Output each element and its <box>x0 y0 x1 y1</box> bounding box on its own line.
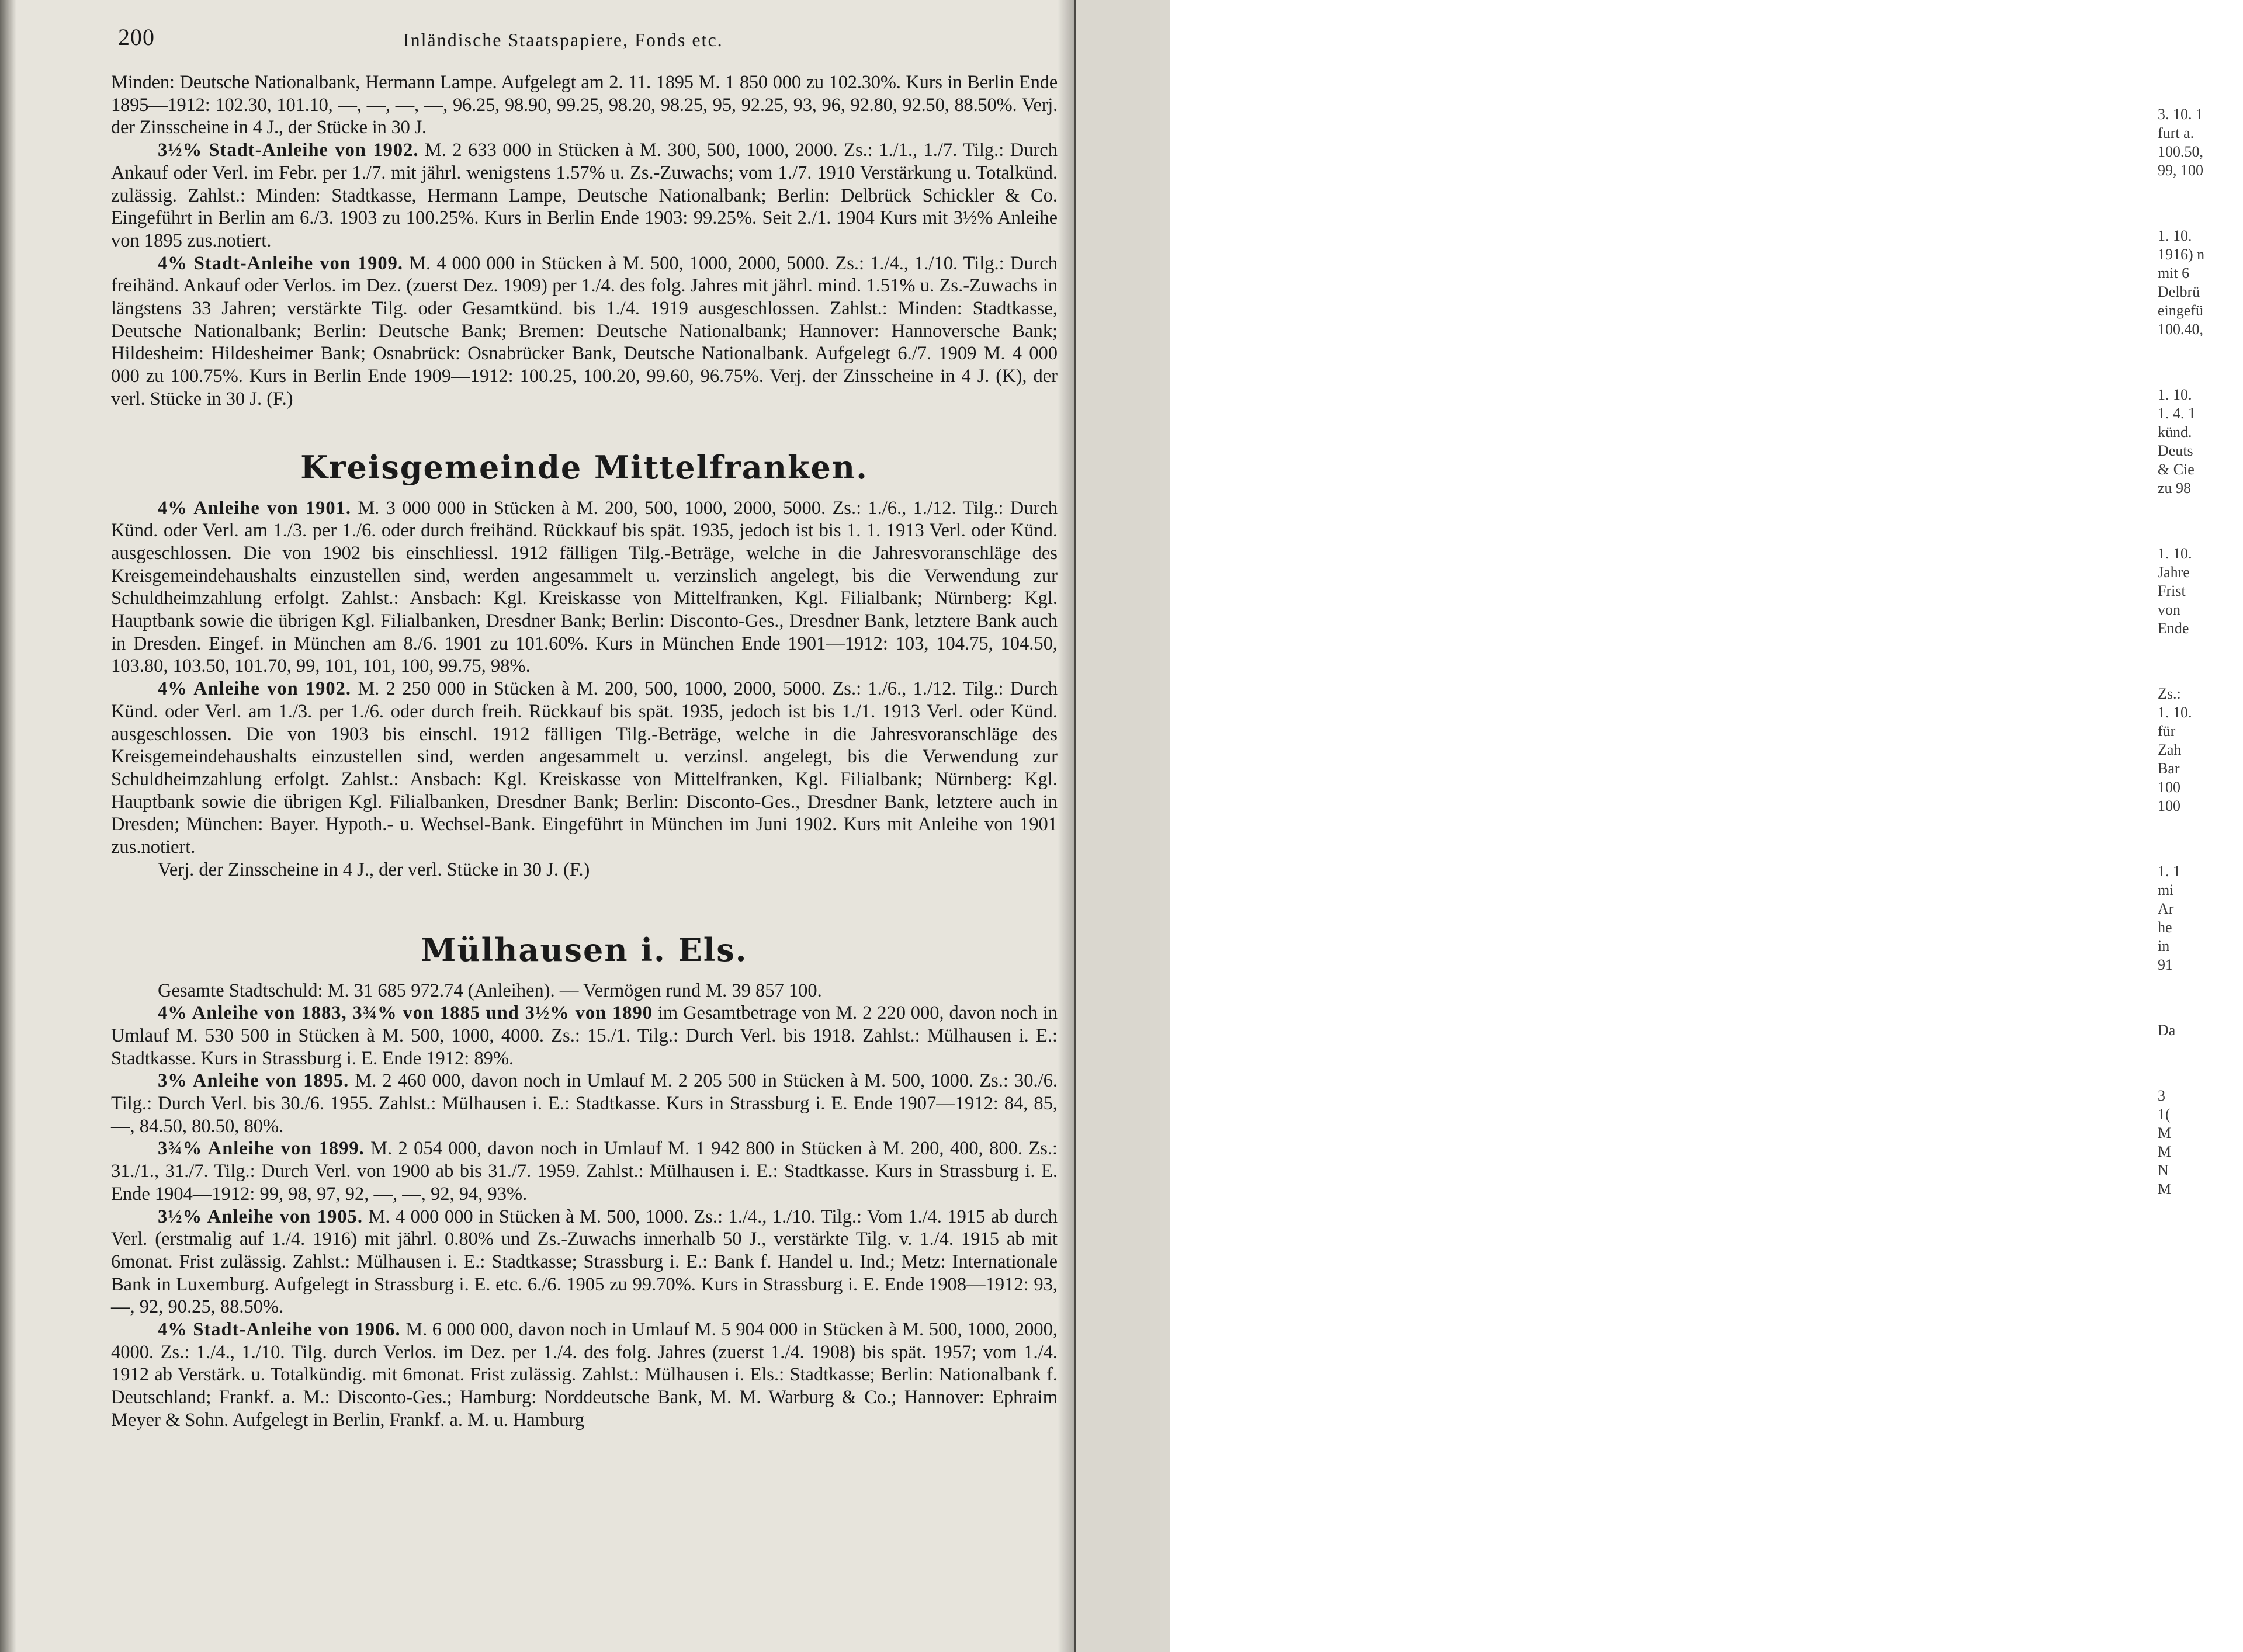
adjacent-page-fragment: 99, 100 <box>2158 162 2203 179</box>
adjacent-page-fragment: mi <box>2158 881 2174 898</box>
adjacent-page-fragment: 3. 10. 1 <box>2158 106 2203 123</box>
adjacent-page-fragment: Ende <box>2158 620 2189 637</box>
scan-left-edge <box>0 0 16 1652</box>
bond-heading: 3¾% Anleihe von 1899. <box>158 1138 365 1160</box>
mittelfranken-paragraph-1 <box>111 497 1058 678</box>
adjacent-page-fragment: in <box>2158 938 2170 955</box>
bond-heading: 3% Anleihe von 1895. <box>158 1070 349 1092</box>
adjacent-page-fragment: M <box>2158 1125 2172 1141</box>
fragment-gap <box>2158 339 2243 386</box>
adjacent-page-fragment: 1. 10. <box>2158 704 2192 721</box>
muelhausen-paragraph-1 <box>111 1002 1058 1070</box>
bond-text: M. 3 000 000 in Stücken à M. 200, 500, 1000, 2000, 5000. Zs.: 1./6., 1./12. Tilg.: Durch Künd. oder Verl. am 1./3. per 1./6. oder durch freihänd. Rückkauf bis spät. 1935, jedoch ist bis 1. 1. 1913 Verl. oder Künd. ausgeschlossen. Die von 1902 bis einschliessl. 1912 fälligen Tilg.-Beträge, welche in die Jahresvoranschläge des Kreisgemeindehaushalts einzustellen sind, werden angesammelt u. verzinslich angelegt, bis die Verwendung zur Schuldheimzahlung erfolgt. Zahlst.: Ansbach: Kgl. Kreiskasse von Mittelfranken, Kgl. Filialbank; Nürnberg: Kgl. Hauptbank sowie die übrigen Kgl. Filialbanken, Dresdner Bank; Berlin: Disconto-Ges., Dresdner Bank, letztere Bank auch in Dresden. Eingef. in München am 8./6. 1901 zu 101.60%. Kurs in München Ende 1901—1912: 103, 104.75, 104.50, 103.80, 103.50, 101.70, 99, 101, 101, 100, 99.75, 98%. <box>111 497 1058 677</box>
adjacent-page-fragment: Ar <box>2158 900 2174 917</box>
bond-text: M. 6 000 000, davon noch in Umlauf M. 5 904 000 in Stücken à M. 500, 1000, 2000, 4000. Zs.: 1./4., 1./10. Tilg. durch Verlos. im Dez. per 1./4. des folg. Jahres (zuerst 1./4. 1908) bis spät. 1957; vom 1./4. 1912 ab Verstärk. u. Totalkündig. mit 6monat. Frist zulässig. Zahlst.: Mülhausen i. Els.: Stadtkasse; Berlin: Nationalbank f. Deutschland; Frankf. a. M.: Disconto-Ges.; Hamburg: Norddeutsche Bank, M. M. Warburg & Co.; Hannover: Ephraim Meyer & Sohn. Aufgelegt in Berlin, Frankf. a. M. u. Hamburg <box>111 1319 1058 1431</box>
adjacent-page-fragment: M <box>2158 1181 2172 1198</box>
minden-paragraph-2 <box>111 139 1058 252</box>
adjacent-page-fragment: furt a. <box>2158 124 2195 141</box>
muelhausen-paragraph-3 <box>111 1137 1058 1205</box>
page-header <box>111 23 1046 58</box>
adjacent-page-fragment: M <box>2158 1143 2172 1160</box>
adjacent-page-fragment: 1. 4. 1 <box>2158 405 2196 422</box>
bond-heading: 4% Anleihe von 1902. <box>158 678 352 700</box>
adjacent-page-fragment: 1916) n <box>2158 246 2205 263</box>
adjacent-page-fragment: eingefü <box>2158 302 2203 319</box>
bond-text: M. 2 633 000 in Stücken à M. 300, 500, 1000, 2000. Zs.: 1./1., 1./7. Tilg.: Durch Ankauf oder Verl. im Febr. per 1./7. mit jährl. wenigstens 1.57% u. Zs.-Zuwachs; vom 1./7. 1910 Verstärkung u. Totalkünd. zulässig. Zahlst.: Minden: Stadtkasse, Hermann Lampe, Deutsche Nationalbank; Berlin: Delbrück Schickler & Co. Eingeführt in Berlin am 6./3. 1903 zu 100.25%. Kurs in Berlin Ende 1903: 99.25%. Seit 2./1. 1904 Kurs mit 3½% Anleihe von 1895 zus.notiert. <box>111 140 1058 251</box>
adjacent-page-fragment: 1( <box>2158 1106 2171 1123</box>
running-head: Inländische Staatspapiere, Fonds etc. <box>403 29 723 50</box>
muelhausen-paragraph-2 <box>111 1070 1058 1137</box>
fragment-gap <box>2158 180 2243 227</box>
bond-heading: 4% Stadt-Anleihe von 1909. <box>158 252 404 274</box>
section-title-mittelfranken: Kreisgemeinde Mittelfranken. <box>300 448 868 486</box>
bond-heading: 3½% Stadt-Anleihe von 1902. <box>158 140 419 161</box>
adjacent-page-fragment: N <box>2158 1162 2169 1179</box>
bond-heading: 4% Anleihe von 1901. <box>158 497 352 519</box>
adjacent-page-fragment: 100.50, <box>2158 143 2203 160</box>
text-column <box>111 71 1058 1432</box>
adjacent-page-fragment: 1. 1 <box>2158 863 2180 880</box>
adjacent-page <box>1074 0 2205 1652</box>
fragment-gap <box>2158 638 2243 685</box>
muelhausen-paragraph-4 <box>111 1206 1058 1319</box>
adjacent-page-text <box>2158 105 2243 1199</box>
bond-text: M. 2 054 000, davon noch in Umlauf M. 1 942 800 in Stücken à M. 200, 400, 800. Zs.: 31./1., 31./7. Tilg.: Durch Verl. von 1900 ab bis 31./7. 1959. Zahlst.: Mülhausen i. E.: Stadtkasse. Kurs in Strassburg i. E. Ende 1904—1912: 99, 98, 97, 92, —, —, 92, 94, 93%. <box>111 1138 1058 1205</box>
gutter-shadow <box>1058 0 1075 1652</box>
adjacent-page-fragment: he <box>2158 919 2172 936</box>
adjacent-page-fragment: Deuts <box>2158 442 2193 459</box>
adjacent-page-fragment: 1. 10. <box>2158 545 2192 562</box>
adjacent-page-fragment: 100 <box>2158 779 2180 796</box>
bond-text: M. 2 250 000 in Stücken à M. 200, 500, 1000, 2000, 5000. Zs.: 1./6., 1./12. Tilg.: Durch Künd. oder Verl. am 1./3. per 1./6. oder durch freih. Rückkauf bis spät. 1935, jedoch ist bis 1./1. 1913 Verl. oder Künd. ausgeschlossen. Die von 1903 bis einschl. 1912 fälligen Tilg.-Beträge, welche in die Jahresvoranschläge des Kreisgemeindehaushalts einzustellen sind, werden angesammelt u. verzinsl. angelegt, bis die Verwendung zur Schuldheimzahlung erfolgt. Zahlst.: Ansbach: Kgl. Kreiskasse von Mittelfranken, Kgl. Filialbank; Nürnberg: Kgl. Hauptbank sowie die übrigen Kgl. Filialbanken, Dresdner Bank; Berlin: Disconto-Ges., Dresdner Bank, letztere auch in Dresden; München: Bayer. Hypoth.- u. Wechsel-Bank. Eingeführt in München im Juni 1902. Kurs mit Anleihe von 1901 zus.notiert. <box>111 678 1058 858</box>
adjacent-page-fragment: Delbrü <box>2158 283 2200 300</box>
adjacent-page-fragment: Zs.: <box>2158 685 2181 702</box>
adjacent-page-fragment: Jahre <box>2158 564 2190 581</box>
bond-text: M. 4 000 000 in Stücken à M. 500, 1000, 2000, 5000. Zs.: 1./4., 1./10. Tilg.: Durch freihänd. Ankauf oder Verlos. im Dez. (zuerst Dez. 1909) per 1./4. des folg. Jahres mit jährl. mind. 1.51% u. Zs.-Zuwachs in längstens 33 Jahren; verstärkte Tilg. oder Gesamtkünd. bis 1./4. 1919 ausgeschlossen. Zahlst.: Minden: Stadtkasse, Deutsche Nationalbank; Berlin: Deutsche Bank; Bremen: Deutsche Nationalbank; Hannover: Hannoversche Bank; Hildesheim: Hildesheimer Bank; Osnabrück: Osnabrücker Bank, Deutsche Nationalbank. Aufgelegt 6./7. 1909 M. 4 000 000 zu 100.75%. Kurs in Berlin Ende 1909—1912: 100.25, 100.20, 99.60, 96.75%. Verj. der Zinsscheine in 4 J. (K), der verl. Stücke in 30 J. (F.) <box>111 252 1058 409</box>
bond-text: im Gesamtbetrage von M. 2 220 000, davon noch in Umlauf M. 530 500 in Stücken à M. 500, 1000, 4000. Zs.: 15./1. Tilg.: Durch Verl. bis 1918. Zahlst.: Mülhausen i. E.: Stadtkasse. Kurs in Strassburg i. E. Ende 1912: 89%. <box>111 1002 1058 1069</box>
adjacent-page-fragment: künd. <box>2158 424 2192 440</box>
minden-paragraph-1: Minden: Deutsche Nationalbank, Hermann Lampe. Aufgelegt am 2. 11. 1895 M. 1 850 000 zu 102.30%. Kurs in Berlin Ende 1895—1912: 102.30, 101.10, —, —, —, —, 96.25, 98.90, 99.25, 98.20, 98.25, 95, 92.25, 93, 96, 92.80, 92.50, 88.50%. Verj. der Zinsscheine in 4 J., der Stücke in 30 J. <box>111 72 1058 138</box>
adjacent-page-fragment: 100.40, <box>2158 321 2203 338</box>
muelhausen-paragraph-5 <box>111 1318 1058 1432</box>
adjacent-page-fragment: 3 <box>2158 1087 2165 1104</box>
adjacent-page-fragment: Frist <box>2158 582 2186 599</box>
muelhausen-intro: Gesamte Stadtschuld: M. 31 685 972.74 (Anleihen). — Vermögen rund M. 39 857 100. <box>158 980 822 1001</box>
mittelfranken-paragraph-2 <box>111 678 1058 859</box>
adjacent-page-fragment: von <box>2158 601 2180 618</box>
adjacent-page-fragment: zu 98 <box>2158 480 2192 497</box>
adjacent-page-fragment: 91 <box>2158 956 2173 973</box>
adjacent-page-fragment: Bar <box>2158 760 2180 777</box>
minden-paragraph-3 <box>111 252 1058 411</box>
fragment-gap <box>2158 815 2243 862</box>
adjacent-page-fragment: 1. 10. <box>2158 227 2192 244</box>
bond-heading: 3½% Anleihe von 1905. <box>158 1206 363 1227</box>
bond-text: M. 2 460 000, davon noch in Umlauf M. 2 205 500 in Stücken à M. 500, 1000. Zs.: 30./6. Tilg.: Durch Verl. bis 30./6. 1955. Zahlst.: Mülhausen i. E.: Stadtkasse. Kurs in Strassburg i. E. Ende 1907—1912: 84, 85, —, 84.50, 80.50, 80%. <box>111 1070 1058 1137</box>
bond-text: M. 4 000 000 in Stücken à M. 500, 1000. Zs.: 1./4., 1./10. Tilg.: Vom 1./4. 1915 ab durch Verl. (erstmalig auf 1./4. 1916) mit jährl. 0.80% und Zs.-Zuwachs innerhalb 50 J., verstärkte Tilg. v. 1./4. 1915 ab mit 6monat. Frist zulässig. Zahlst.: Mülhausen i. E.: Stadtkasse; Strassburg i. E.: Bank f. Handel u. Ind.; Metz: Internationale Bank in Luxemburg. Aufgelegt in Strassburg i. E. etc. 6./6. 1905 zu 99.70%. Kurs in Strassburg i. E. Ende 1908—1912: 93, —, 92, 90.25, 88.50%. <box>111 1206 1058 1318</box>
mittelfranken-paragraph-last: Verj. der Zinsscheine in 4 J., der verl. Stücke in 30 J. (F.) <box>158 859 590 880</box>
fragment-gap <box>2158 974 2243 1021</box>
page-number: 200 <box>118 24 155 50</box>
adjacent-page-fragment: Zah <box>2158 741 2182 758</box>
adjacent-page-fragment: für <box>2158 723 2176 740</box>
adjacent-page-fragment: 100 <box>2158 797 2180 814</box>
adjacent-page-fragment: 1. 10. <box>2158 386 2192 403</box>
fragment-gap <box>2158 498 2243 544</box>
adjacent-page-fragment: mit 6 <box>2158 265 2190 282</box>
adjacent-page-fragment: & Cie <box>2158 461 2195 478</box>
bond-heading: 4% Anleihe von 1883, 3¾% von 1885 und 3½% von 1890 <box>158 1002 653 1024</box>
section-title-muelhausen: Mülhausen i. Els. <box>421 931 748 969</box>
bond-heading: 4% Stadt-Anleihe von 1906. <box>158 1319 401 1341</box>
fragment-gap <box>2158 1040 2243 1087</box>
adjacent-page-fragment: Da <box>2158 1022 2176 1039</box>
